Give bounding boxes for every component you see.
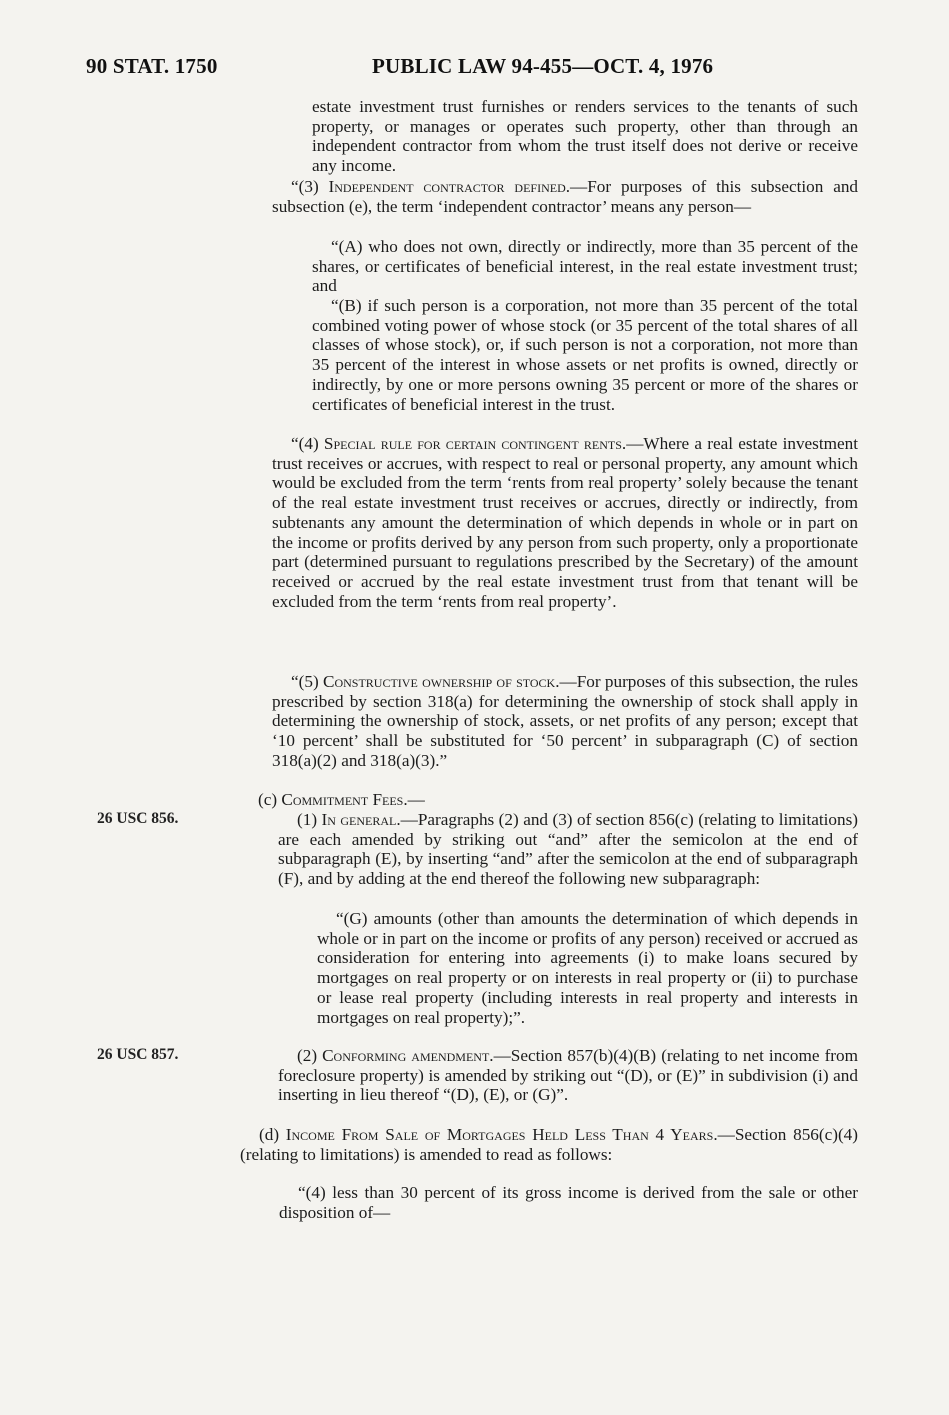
- paragraph-heading: Conforming amendment.: [322, 1046, 494, 1065]
- paragraph-heading: Constructive ownership of stock.: [323, 672, 560, 691]
- paragraph-body: —: [407, 790, 425, 809]
- paragraph-4-contingent-rents: [272, 434, 858, 611]
- subsection-c-commitment-fees: [258, 790, 858, 810]
- stat-page-number: 90 STAT. 1750: [86, 54, 218, 78]
- margin-note-856: 26 USC 856.: [97, 810, 179, 827]
- margin-note-857: 26 USC 857.: [97, 1046, 179, 1063]
- subparagraph-g: “(G) amounts (other than amounts the determination of which depends in whole or in part on the income or profits of any person) received or accrued as consideration for entering into agreements (i) to make loans secured by mortgages on real property or on interests in real property or (ii) to purchase or lease real property (including interests in real property and interests in mortgages on real property);”.: [317, 909, 858, 1027]
- paragraph-4-gross-income: “(4) less than 30 percent of its gross income is derived from the sale or other disposition of—: [279, 1183, 858, 1222]
- subsection-d-income-from-sale: [240, 1125, 858, 1164]
- paragraph-body: —Section 856(c)(4) (relating to limitations) is amended to read as follows:: [240, 1125, 859, 1164]
- paragraph-number: “(5): [291, 672, 323, 691]
- paragraph-heading: Independent contractor defined.: [328, 177, 571, 196]
- paragraph-number: (2): [297, 1046, 323, 1065]
- paragraph-body: —For purposes of this subsection, the rules prescribed by section 318(a) for determining the ownership of stock shall apply in determining the ownership of stock, assets, or net profits of any person; except that ‘10 percent’ shall be substituted for ‘50 percent’ in subparagraph (C) of section 318(a)(2) and 318(a)(3).”: [272, 672, 859, 770]
- paragraph-5-constructive-ownership: [272, 672, 858, 771]
- paragraph-body: —For purposes of this subsection and subsection (e), the term ‘independent contractor’ means any person—: [272, 177, 859, 216]
- paragraph-body: —Section 857(b)(4)(B) (relating to net income from foreclosure property) is amended by striking out “(D), or (E)” in subdivision (i) and inserting in lieu thereof “(D), (E), or (G)”.: [278, 1046, 858, 1105]
- paragraph-heading: In general.: [321, 810, 401, 829]
- paragraph-body: —Where a real estate investment trust receives or accrues, with respect to real or personal property, any amount which would be excluded from the term ‘rents from real property’ solely because the tenant of the real estate investment trust receives or accrues, directly or indirectly, from subtenants any amount the determination of which depends in whole or in part on the income or profits derived by any person from such property, only a proportionate part (determined pursuant to regulations prescribed by the Secretary) of the amount received or accrued by the real estate investment trust from that tenant will be excluded from the term ‘rents from real property’.: [272, 434, 859, 611]
- paragraph-number: “(4): [291, 434, 324, 453]
- paragraph-trust-services: estate investment trust furnishes or renders services to the tenants of such property, or manages or operates such property, other than through an independent contractor from whom the trust itself does not derive or receive any income.: [312, 97, 858, 176]
- paragraph-number: (1): [297, 810, 322, 829]
- paragraph-2-conforming-amendment: [278, 1046, 858, 1105]
- subparagraph-b: “(B) if such person is a corporation, not more than 35 percent of the total combined voting power of whose stock (or 35 percent of the total shares of all classes of whose stock), or, if such person is not a corporation, not more than 35 percent of the interest in whose assets or net profits is owned, directly or indirectly, by one or more persons owning 35 percent or more of the shares or certificates of beneficial interest in the trust.: [312, 296, 858, 414]
- paragraph-3-independent-contractor: [272, 177, 858, 216]
- running-header: PUBLIC LAW 94-455—OCT. 4, 1976: [372, 54, 714, 78]
- paragraph-heading: Income From Sale of Mortgages Held Less Than 4 Years.: [285, 1125, 718, 1144]
- subparagraph-a: “(A) who does not own, directly or indirectly, more than 35 percent of the shares, or certificates of beneficial interest, in the real estate investment trust; and: [312, 237, 858, 296]
- paragraph-heading: Special rule for certain contingent rents.: [323, 434, 627, 453]
- paragraph-number: (c): [258, 790, 282, 809]
- paragraph-number: “(3): [291, 177, 329, 196]
- paragraph-number: (d): [259, 1125, 286, 1144]
- paragraph-body: —Paragraphs (2) and (3) of section 856(c) (relating to limitations) are each amended by striking out “and” after the semicolon at the end of subparagraph (E), by inserting “and” after the semicolon at the end of subparagraph (F), and by adding at the end thereof the following new subparagraph:: [278, 810, 858, 889]
- paragraph-1-in-general: [278, 810, 858, 889]
- paragraph-heading: Commitment Fees.: [281, 790, 408, 809]
